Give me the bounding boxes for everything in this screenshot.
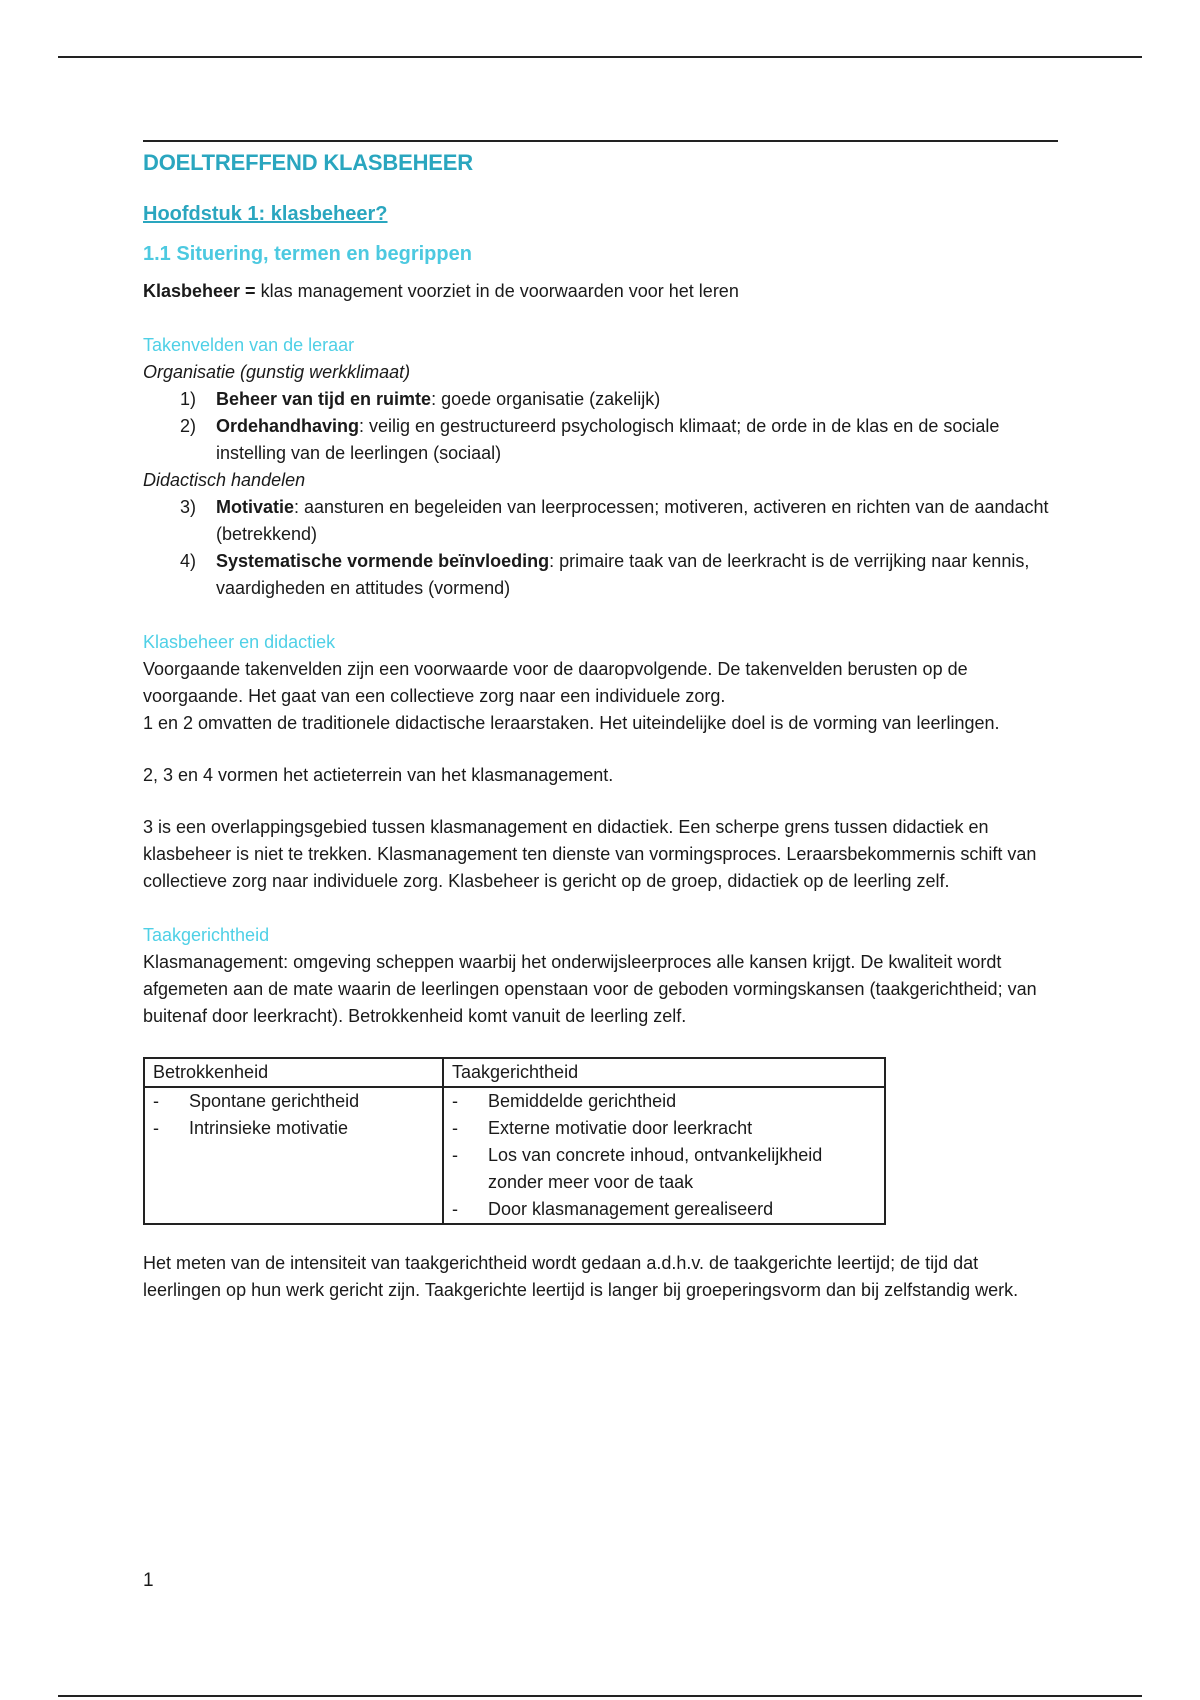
- task-description: : primaire taak van de leerkracht is de verrijking naar kennis, vaardigheden en attitudes (vormend): [216, 551, 1030, 598]
- list-item: - Spontane gerichtheid: [153, 1091, 360, 1111]
- definition-term: Klasbeheer =: [143, 281, 256, 301]
- taakgerichtheid-paragraph-2: Het meten van de intensiteit van taakgerichtheid wordt gedaan a.d.h.v. de taakgerichte leertijd; de tijd dat leerlingen op hun werk gericht zijn. Taakgerichte leertijd is langer bij groeperingsvorm dan bij zelfstandig werk.: [143, 1253, 1019, 1300]
- list-item: - Door klasmanagement gerealiseerd: [452, 1199, 774, 1219]
- didactiek-paragraph-1: Voorgaande takenvelden zijn een voorwaarde voor de daaropvolgende. De takenvelden berusten op de voorgaande. Het gaat van een collectieve zorg naar een individuele zorg.: [143, 659, 968, 706]
- takenvelden-heading: Takenvelden van de leraar: [143, 335, 355, 355]
- list-item: - Los van concrete inhoud, ontvankelijkheid zonder meer voor de taak: [452, 1145, 823, 1192]
- didactiek-heading: Klasbeheer en didactiek: [143, 632, 336, 652]
- betrokkenheid-list: [153, 1088, 434, 1142]
- table-header: Taakgerichtheid: [443, 1058, 885, 1087]
- task-description: : veilig en gestructureerd psychologisch klimaat; de orde in de klas en de sociale instelling van de leerlingen (sociaal): [216, 416, 1000, 463]
- task-description: : aansturen en begeleiden van leerprocessen; motiveren, activeren en richten van de aandacht (betrekkend): [216, 497, 1049, 544]
- task-list-didactisch: [143, 494, 1058, 602]
- definition-paragraph: [143, 278, 1058, 305]
- table-header-row: [144, 1058, 885, 1087]
- task-item: [143, 548, 1058, 602]
- didactiek-paragraph-4: 3 is een overlappingsgebied tussen klasmanagement en didactiek. Een scherpe grens tussen didactiek en klasbeheer is niet te trekken. Klasmanagement ten dienste van vormingsproces. Leraarsbekommernis schift van collectieve zorg naar individuele zorg. Klasbeheer is gericht op de groep, didactiek op de leerling zelf.: [143, 817, 1037, 891]
- task-term: Ordehandhaving: [216, 416, 360, 436]
- task-item: [143, 386, 1058, 413]
- list-item: - Externe motivatie door leerkracht: [452, 1118, 753, 1138]
- table-header: Betrokkenheid: [144, 1058, 443, 1087]
- list-item: - Bemiddelde gerichtheid: [452, 1091, 677, 1111]
- table-cell-taakgerichtheid: [443, 1087, 885, 1224]
- task-term: Beheer van tijd en ruimte: [216, 389, 432, 409]
- page-number: 1: [143, 1570, 154, 1591]
- taakgerichtheid-list: [452, 1088, 876, 1223]
- task-description: : goede organisatie (zakelijk): [431, 389, 661, 409]
- task-number: 2): [180, 416, 197, 436]
- task-term: Motivatie: [216, 497, 295, 517]
- document-title: DOELTREFFEND KLASBEHEER: [143, 150, 473, 175]
- task-item: [143, 494, 1058, 548]
- task-number: 4): [180, 551, 197, 571]
- task-term: Systematische vormende beïnvloeding: [216, 551, 550, 571]
- title-rule: [143, 140, 1058, 142]
- footer-rule: [58, 1695, 1142, 1697]
- table-row: [144, 1087, 885, 1224]
- document-page: [143, 140, 1058, 1304]
- definition-text: klas management voorziet in de voorwaarden voor het leren: [255, 281, 739, 301]
- table-cell-betrokkenheid: [144, 1087, 443, 1224]
- section-heading: 1.1 Situering, termen en begrippen: [143, 243, 472, 265]
- task-list-organisatie: [143, 386, 1058, 467]
- chapter-heading: Hoofdstuk 1: klasbeheer?: [143, 203, 388, 225]
- comparison-table: [143, 1057, 886, 1225]
- didactiek-paragraph-2: 1 en 2 omvatten de traditionele didactische leraarstaken. Het uiteindelijke doel is de vorming van leerlingen.: [143, 713, 1000, 733]
- group-label-didactisch: Didactisch handelen: [143, 470, 306, 490]
- task-item: [143, 413, 1058, 467]
- group-label-organisatie: Organisatie (gunstig werkklimaat): [143, 362, 411, 382]
- taakgerichtheid-paragraph-1: Klasmanagement: omgeving scheppen waarbij het onderwijsleerproces alle kansen krijgt. De kwaliteit wordt afgemeten aan de mate waarin de leerlingen openstaan voor de geboden vormingskansen (taakgerichtheid; van buitenaf door leerkracht). Betrokkenheid komt vanuit de leerling zelf.: [143, 952, 1037, 1026]
- header-rule: [58, 56, 1142, 58]
- list-item: - Intrinsieke motivatie: [153, 1118, 349, 1138]
- taakgerichtheid-heading: Taakgerichtheid: [143, 925, 270, 945]
- didactiek-paragraph-3: 2, 3 en 4 vormen het actieterrein van het klasmanagement.: [143, 765, 614, 785]
- task-number: 1): [180, 389, 197, 409]
- task-number: 3): [180, 497, 197, 517]
